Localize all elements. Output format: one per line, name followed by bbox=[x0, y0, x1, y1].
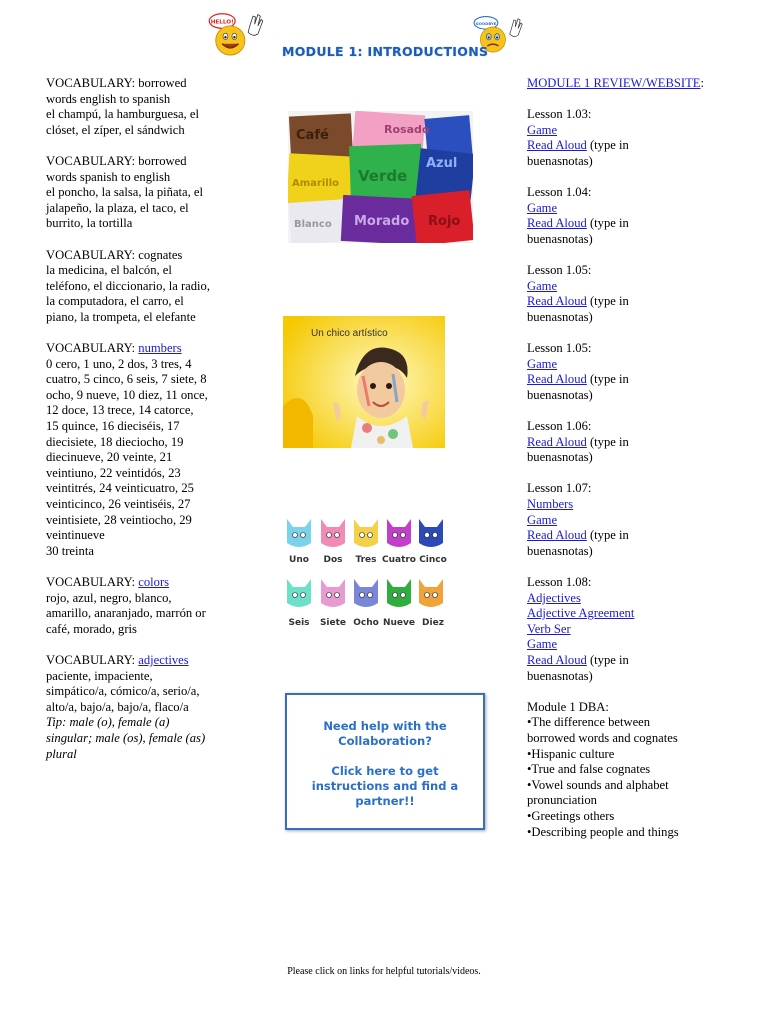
read-aloud-note: buenasnotas) bbox=[527, 450, 593, 465]
text-line: la medicina, el balcón, el bbox=[46, 263, 172, 278]
vocab-cognates bbox=[46, 248, 261, 326]
text-line: rojo, azul, negro, blanco, bbox=[46, 590, 172, 605]
read-aloud-note: buenasnotas) bbox=[527, 153, 593, 168]
text-line: diecinueve, 20 veinte, 21 bbox=[46, 450, 173, 465]
heading-colon: : bbox=[700, 76, 704, 90]
lesson-title: Lesson 1.08: bbox=[527, 575, 592, 589]
text-line: amarillo, anaranjado, marrón or bbox=[46, 606, 206, 621]
read-aloud-note: buenasnotas) bbox=[527, 231, 593, 246]
vocab-borrowed-en-es bbox=[46, 76, 261, 138]
help-line: Need help with the bbox=[323, 719, 447, 733]
cat-icon bbox=[419, 579, 444, 628]
text-line: words english to spanish bbox=[46, 91, 171, 106]
text-line: paciente, impaciente, bbox=[46, 668, 153, 683]
tip-line: plural bbox=[46, 746, 77, 761]
lesson-title: Lesson 1.03: bbox=[527, 107, 592, 122]
vocab-prefix: VOCABULARY: bbox=[46, 652, 139, 667]
cat-icon bbox=[320, 579, 346, 628]
read-aloud-note: buenasnotas) bbox=[527, 668, 593, 683]
read-aloud-note: (type in bbox=[586, 652, 629, 667]
game-link[interactable]: Game bbox=[527, 512, 558, 527]
cat-label: Siete bbox=[319, 618, 347, 628]
vocab-borrowed-es-en bbox=[46, 154, 261, 232]
read-aloud-link[interactable]: Read Aloud bbox=[527, 528, 587, 543]
pillow-word: Azul bbox=[426, 156, 458, 171]
read-aloud-link[interactable]: Read Aloud bbox=[527, 138, 587, 153]
cat-shape bbox=[321, 579, 345, 607]
dba-item: •True and false cognates bbox=[527, 762, 651, 777]
read-aloud-note: (type in bbox=[586, 138, 629, 153]
read-aloud-note: (type in bbox=[586, 372, 629, 387]
help-line: Collaboration? bbox=[338, 734, 432, 748]
game-link[interactable]: Game bbox=[527, 200, 558, 215]
cat-label: Dos bbox=[323, 555, 343, 565]
help-line: Click here to get bbox=[331, 764, 439, 778]
hello-smiley-icon bbox=[206, 4, 266, 64]
pillow-word: Amarillo bbox=[292, 178, 339, 189]
vocab-adjectives bbox=[46, 653, 261, 762]
cat-label: Cuatro bbox=[381, 555, 417, 565]
text-line: 0 cero, 1 uno, 2 dos, 3 tres, 4 bbox=[46, 356, 192, 371]
artistic-boy-image bbox=[283, 316, 445, 448]
hello-bubble-text: HELLO! bbox=[210, 19, 234, 26]
tip-line: singular; male (os), female (as) bbox=[46, 730, 206, 745]
cat-label: Uno bbox=[289, 555, 309, 565]
text-line: jalapeño, la plaza, el taco, el bbox=[46, 200, 189, 215]
text-line: burrito, la tortilla bbox=[46, 216, 133, 231]
game-link[interactable]: Game bbox=[527, 637, 558, 652]
cat-shape bbox=[354, 579, 378, 607]
text-line: VOCABULARY: borrowed bbox=[46, 76, 187, 90]
read-aloud-link[interactable]: Read Aloud bbox=[527, 216, 587, 231]
lesson-title: Lesson 1.07: bbox=[527, 481, 592, 496]
text-line: 30 treinta bbox=[46, 543, 94, 558]
dba-title: Module 1 DBA: bbox=[527, 699, 609, 714]
vocab-prefix: VOCABULARY: bbox=[46, 341, 139, 356]
vocabulary-column bbox=[46, 76, 261, 778]
text-line: piano, la trompeta, el elefante bbox=[46, 309, 196, 324]
lesson-title: Lesson 1.05: bbox=[527, 341, 592, 356]
cat-shape bbox=[419, 579, 443, 607]
module-review-link[interactable]: MODULE 1 REVIEW/WEBSITE bbox=[527, 76, 701, 90]
vocab-heading bbox=[46, 341, 261, 357]
read-aloud-note: (type in bbox=[586, 216, 629, 231]
cat-shape bbox=[287, 519, 311, 547]
read-aloud-link[interactable]: Read Aloud bbox=[527, 434, 587, 449]
collaboration-help-button[interactable] bbox=[285, 693, 485, 830]
text-line: veinticinco, 26 veintiséis, 27 bbox=[46, 497, 191, 512]
footer-note: Please click on links for helpful tutorials/videos. bbox=[287, 966, 481, 977]
cat-icon bbox=[287, 579, 311, 628]
text-line: alto/a, bajo/a, bajo/a, flaco/a bbox=[46, 699, 189, 714]
help-question bbox=[287, 719, 483, 749]
adjectives-link[interactable]: adjectives bbox=[138, 652, 189, 667]
numbers-link[interactable]: numbers bbox=[138, 341, 182, 356]
review-heading bbox=[527, 76, 752, 92]
read-aloud-note: (type in bbox=[586, 434, 629, 449]
text-line: el champú, la hamburguesa, el bbox=[46, 107, 199, 122]
text-line: 15 quince, 16 dieciséis, 17 bbox=[46, 419, 180, 434]
lesson-1-06 bbox=[527, 419, 752, 466]
pillow-word: Rojo bbox=[428, 214, 461, 229]
text-line: el poncho, la salsa, la piñata, el bbox=[46, 185, 204, 200]
cat-shape bbox=[287, 579, 311, 607]
read-aloud-note: (type in bbox=[586, 528, 629, 543]
cat-icon bbox=[321, 519, 345, 565]
pillow-word: Rosado bbox=[384, 123, 430, 136]
cat-shape bbox=[419, 519, 443, 547]
text-line: simpático/a, cómico/a, serio/a, bbox=[46, 684, 200, 699]
lesson-1-05 bbox=[527, 263, 752, 325]
read-aloud-link[interactable]: Read Aloud bbox=[527, 294, 587, 309]
color-pillows-image bbox=[288, 111, 473, 243]
cat-shape bbox=[387, 519, 411, 547]
vocab-numbers bbox=[46, 341, 261, 559]
read-aloud-link[interactable]: Read Aloud bbox=[527, 652, 587, 667]
cat-icon bbox=[419, 519, 447, 565]
read-aloud-note: buenasnotas) bbox=[527, 543, 593, 558]
text-line: la computadora, el carro, el bbox=[46, 294, 184, 309]
text-line: veintinueve bbox=[46, 528, 105, 543]
numbers-lesson-link[interactable]: Numbers bbox=[527, 497, 574, 512]
vocab-heading bbox=[46, 653, 261, 669]
pillow-word: Verde bbox=[358, 167, 408, 185]
lesson-1-04 bbox=[527, 185, 752, 247]
dba-item: •The difference between bbox=[527, 715, 651, 730]
text-line: clóset, el zíper, el sándwich bbox=[46, 122, 185, 137]
read-aloud-note: buenasnotas) bbox=[527, 387, 593, 402]
cat-icon bbox=[287, 519, 311, 565]
vocab-prefix: VOCABULARY: bbox=[46, 575, 139, 589]
goodbye-bubble-text: GOODBYE bbox=[475, 20, 497, 26]
game-link[interactable]: Game bbox=[527, 356, 558, 371]
read-aloud-link[interactable]: Read Aloud bbox=[527, 372, 587, 387]
lesson-1-08 bbox=[527, 575, 752, 684]
text-line: café, morado, gris bbox=[46, 621, 137, 636]
lesson-1-07 bbox=[527, 481, 752, 559]
help-line: partner!! bbox=[355, 794, 415, 808]
lesson-1-03 bbox=[527, 107, 752, 169]
text-line: VOCABULARY: cognates bbox=[46, 247, 183, 262]
vocab-colors bbox=[46, 575, 261, 637]
text-line: veintitrés, 24 veinticuatro, 25 bbox=[46, 481, 194, 496]
cat-label: Diez bbox=[422, 618, 444, 628]
game-link[interactable]: Game bbox=[527, 278, 558, 293]
cat-shape bbox=[387, 579, 411, 607]
adjectives-lesson-link[interactable]: Adjectives bbox=[527, 590, 581, 605]
module-dba bbox=[527, 700, 752, 840]
text-line: veintisiete, 28 veintiocho, 29 bbox=[46, 512, 192, 527]
dba-item: •Vowel sounds and alphabet bbox=[527, 777, 669, 792]
colors-link[interactable]: colors bbox=[138, 575, 170, 589]
text-line: words spanish to english bbox=[46, 169, 171, 184]
help-action bbox=[287, 764, 483, 809]
review-column bbox=[527, 76, 752, 856]
lesson-title: Lesson 1.06: bbox=[527, 419, 592, 434]
cat-icon bbox=[354, 519, 378, 565]
cat-shape bbox=[354, 519, 378, 547]
text-line: cuatro, 5 cinco, 6 seis, 7 siete, 8 bbox=[46, 372, 207, 387]
lesson-title: Lesson 1.05: bbox=[527, 263, 592, 278]
dba-item: •Greetings others bbox=[527, 808, 615, 823]
dba-item: •Describing people and things bbox=[527, 824, 679, 839]
lesson-1-05-b bbox=[527, 341, 752, 403]
text-line: teléfono, el diccionario, la radio, bbox=[46, 278, 211, 293]
read-aloud-note: buenasnotas) bbox=[527, 309, 593, 324]
lesson-title: Lesson 1.04: bbox=[527, 185, 592, 200]
tip-line: Tip: male (o), female (a) bbox=[46, 715, 170, 730]
cat-icon bbox=[383, 579, 415, 628]
cat-label: Tres bbox=[355, 555, 377, 565]
help-line: instructions and find a bbox=[311, 779, 459, 793]
text-line: VOCABULARY: borrowed bbox=[46, 153, 187, 168]
verb-ser-link[interactable]: Verb Ser bbox=[527, 621, 571, 636]
number-cats-image bbox=[283, 513, 451, 633]
dba-item: •Hispanic culture bbox=[527, 746, 615, 761]
cat-label: Seis bbox=[288, 618, 310, 628]
dba-item: borrowed words and cognates bbox=[527, 730, 678, 745]
chico-caption: Un chico artístico bbox=[311, 328, 388, 339]
text-line: diecisiete, 18 dieciocho, 19 bbox=[46, 434, 184, 449]
pillow-word: Blanco bbox=[294, 219, 332, 230]
cat-label: Nueve bbox=[382, 618, 416, 628]
adjective-agreement-link[interactable]: Adjective Agreement bbox=[527, 606, 635, 621]
cat-shape bbox=[321, 519, 345, 547]
text-line: ocho, 9 nueve, 10 diez, 11 once, bbox=[46, 387, 208, 402]
text-line: veintiuno, 22 veintidós, 23 bbox=[46, 465, 181, 480]
game-link[interactable]: Game bbox=[527, 122, 558, 137]
vocab-heading bbox=[46, 575, 261, 591]
page-title: MODULE 1: INTRODUCTIONS bbox=[282, 44, 489, 59]
cat-icon bbox=[382, 519, 416, 565]
cat-icon bbox=[353, 579, 379, 628]
pillow-word: Morado bbox=[354, 214, 410, 229]
dba-item: pronunciation bbox=[527, 793, 597, 808]
cat-label: Ocho bbox=[353, 618, 379, 628]
text-line: 12 doce, 13 trece, 14 catorce, bbox=[46, 403, 194, 418]
pillow-word: Café bbox=[296, 128, 329, 143]
read-aloud-note: (type in bbox=[586, 294, 629, 309]
cat-label: Cinco bbox=[419, 555, 447, 565]
